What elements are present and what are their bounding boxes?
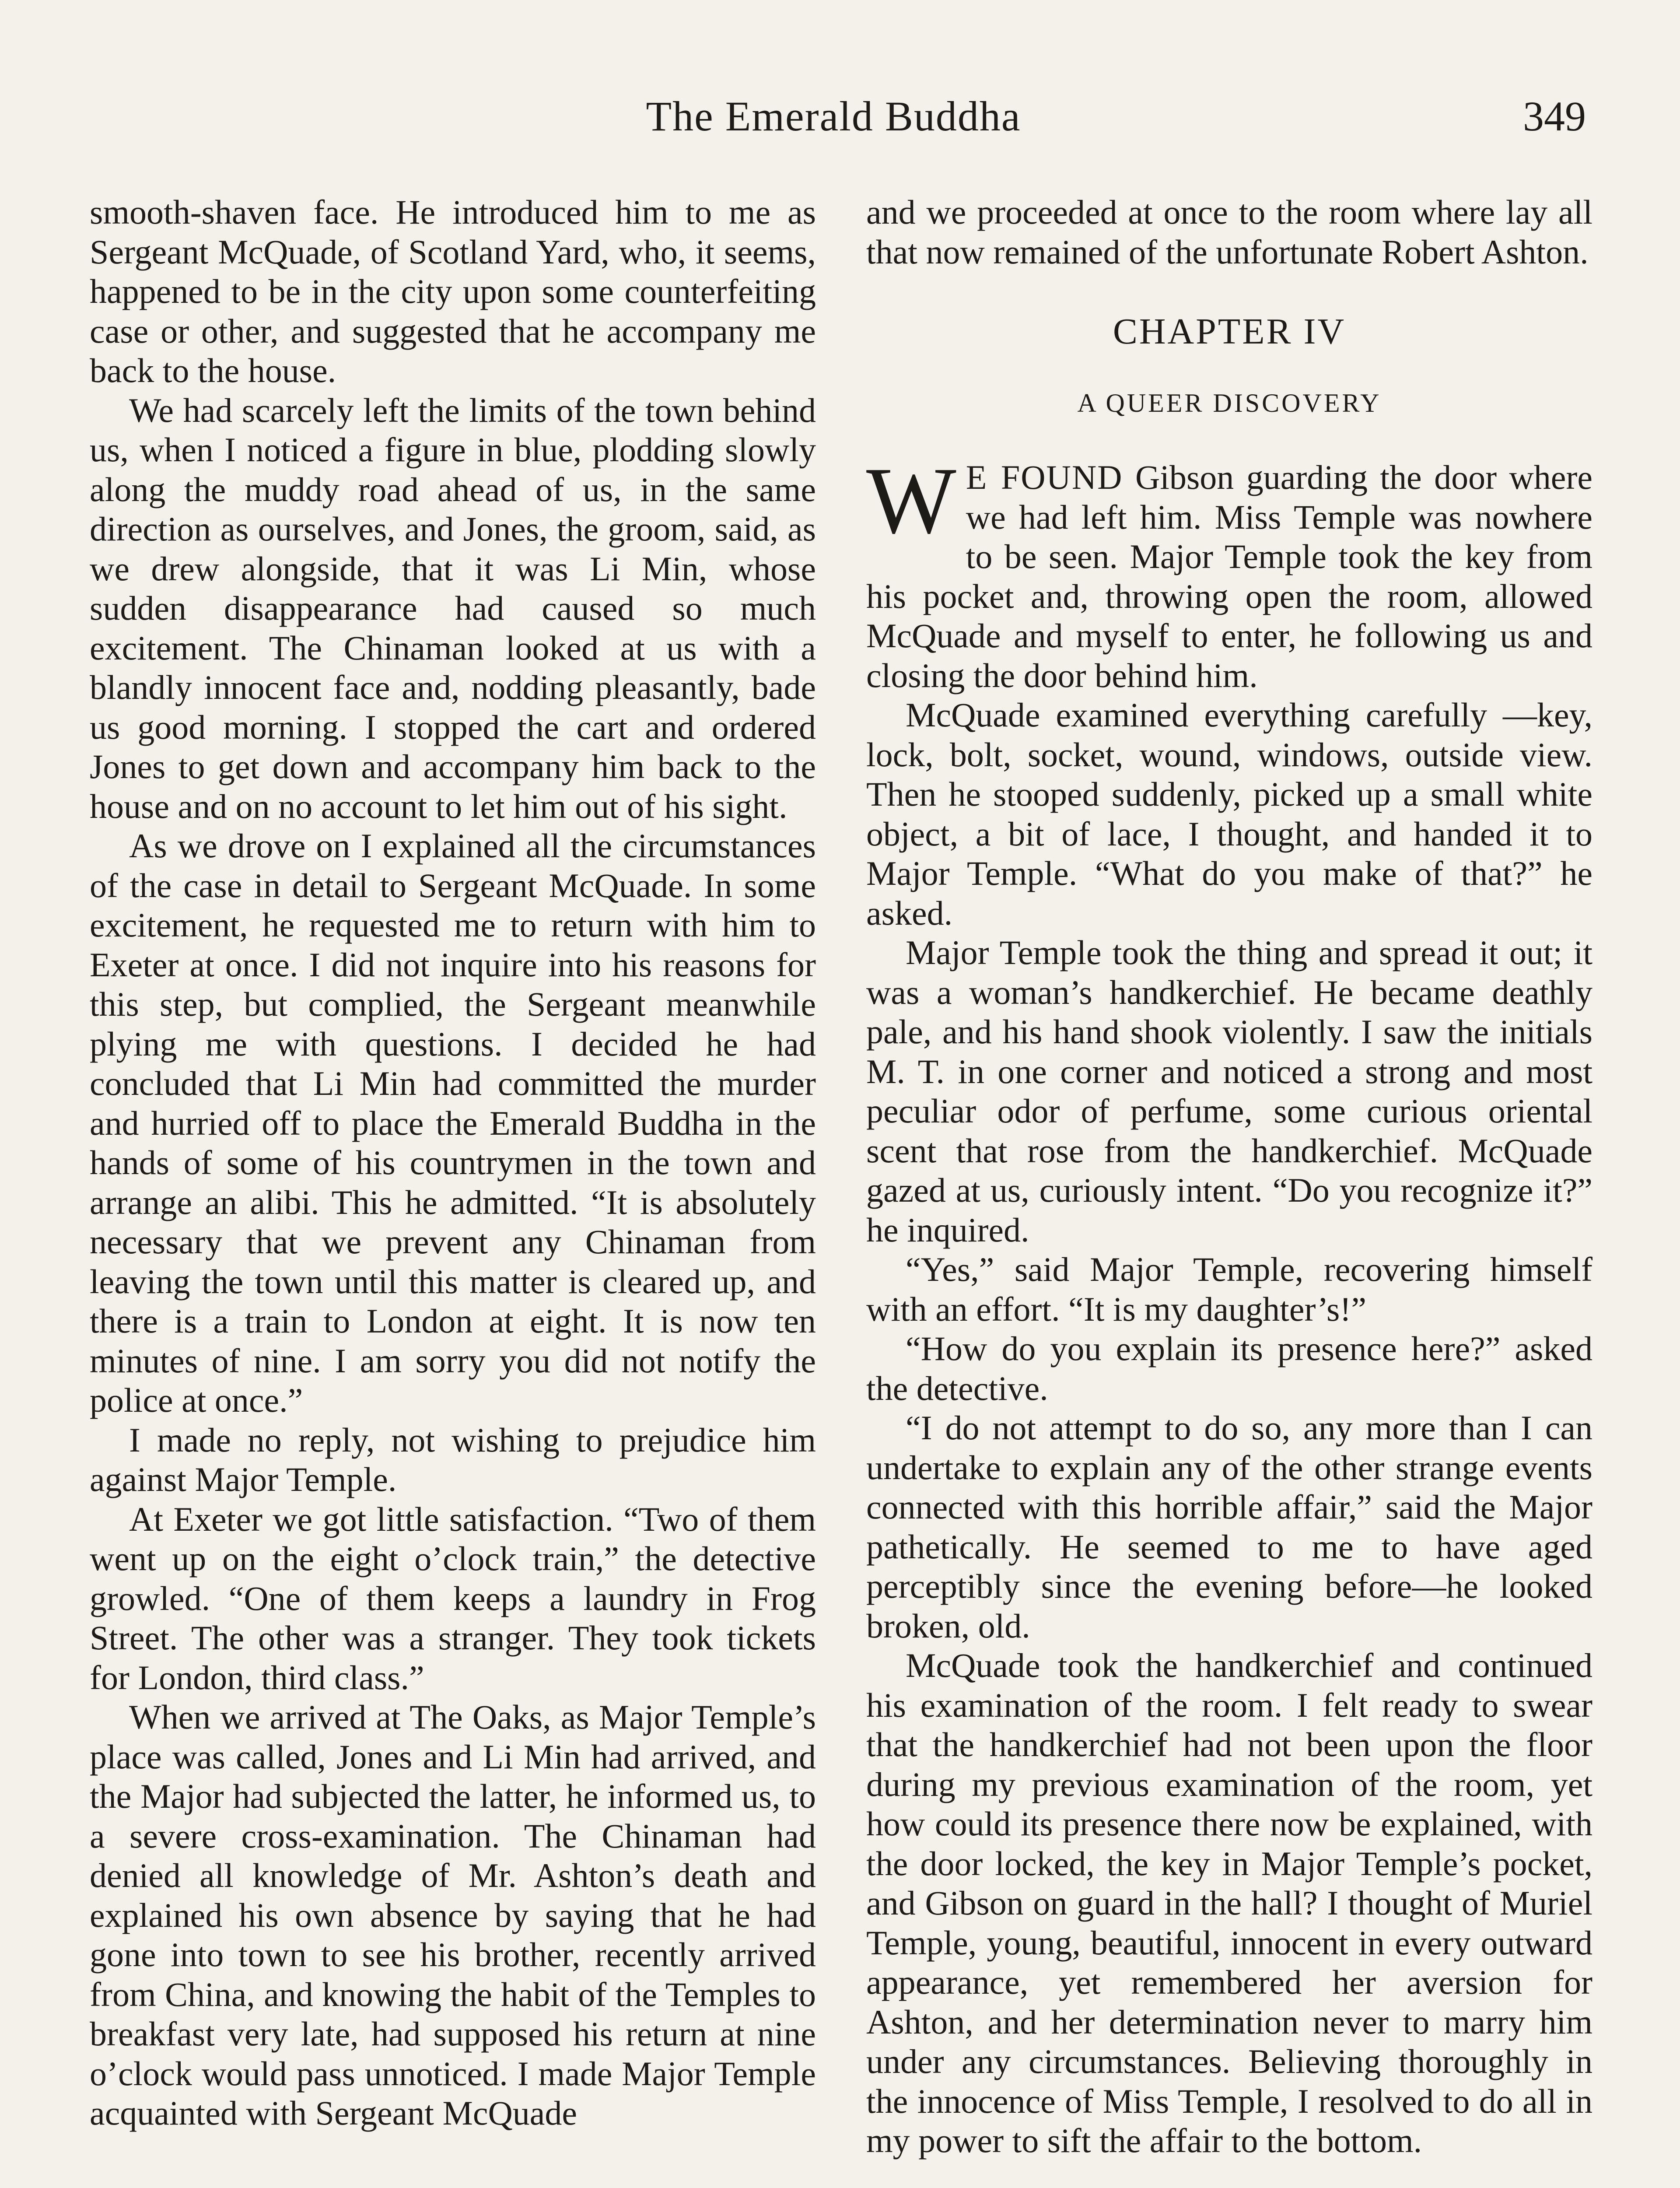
right-column: [866, 193, 1592, 2161]
paragraph-text: Gibson guarding the door where we had left him. Miss Temple was nowhere to be seen. Major Temple took the key from his pocket and, throwing open the room, allowed McQuade and myself to enter, he following us and closing the door behind him.: [866, 458, 1593, 694]
paragraph: As we drove on I explained all the circumstances of the case in detail to Sergeant McQuade. In some excitement, he requested me to return with him to Exeter at once. I did not inquire into his reasons for this step, but complied, the Sergeant meanwhile plying me with questions. I decided he had concluded that Li Min had committed the murder and hurried off to place the Emerald Buddha in the hands of some of his countrymen in the town and arrange an alibi. This he admitted. “It is absolutely necessary that we prevent any Chinaman from leaving the town until this matter is cleared up, and there is a train to London at eight. It is now ten minutes of nine. I am sorry you did not notify the police at once.”: [90, 827, 816, 1419]
opening-words: E FOUND: [966, 458, 1123, 496]
paragraph: McQuade examined everything carefully —key, lock, bolt, socket, wound, windows, outside view. Then he stooped suddenly, picked up a small white object, a bit of lace, I thought, and handed it to Major Temple. “What do you make of that?” he asked.: [866, 696, 1592, 932]
page-number: 349: [1523, 93, 1586, 140]
paragraph: “How do you explain its presence here?” asked the detective.: [866, 1329, 1592, 1407]
paragraph: At Exeter we got little satisfaction. “Two of them went up on the eight o’clock train,” the detective growled. “One of them keeps a laundry in Frog Street. The other was a stranger. They took tickets for London, third class.”: [90, 1500, 816, 1697]
drop-cap: W: [866, 448, 956, 554]
paragraph: Major Temple took the thing and spread it out; it was a woman’s handkerchief. He became deathly pale, and his hand shook violently. I saw the initials M. T. in one corner and noticed a strong and most peculiar odor of perfume, some curious oriental scent that rose from the handkerchief. McQuade gazed at us, curiously intent. “Do you recognize it?” he inquired.: [866, 933, 1592, 1249]
paragraph: and we proceeded at once to the room where lay all that now remained of the unfortunate Robert Ashton.: [866, 193, 1592, 271]
paragraph: When we arrived at The Oaks, as Major Temple’s place was called, Jones and Li Min had arrived, and the Major had subjected the latter, he informed us, to a severe cross-examination. The Chinaman had denied all knowledge of Mr. Ashton’s death and explained his own absence by saying that he had gone into town to see his brother, recently arrived from China, and knowing the habit of the Temples to breakfast very late, had supposed his return at nine o’clock would pass unnoticed. I made Major Temple acquainted with Sergeant McQuade: [90, 1698, 816, 2132]
paragraph: “I do not attempt to do so, any more than I can undertake to explain any of the other strange events connected with this horrible affair,” said the Major pathetically. He seemed to me to have aged perceptibly since the evening before—he looked broken, old.: [866, 1409, 1592, 1645]
left-column: [90, 193, 816, 2133]
chapter-opening-paragraph: [866, 448, 1593, 695]
chapter-title: CHAPTER IV: [1113, 311, 1346, 352]
paragraph: I made no reply, not wishing to prejudice him against Major Temple.: [90, 1420, 816, 1498]
running-head-title: The Emerald Buddha: [646, 93, 1021, 140]
paragraph: “Yes,” said Major Temple, recovering himself with an effort. “It is my daughter’s!”: [866, 1250, 1592, 1328]
paragraph: We had scarcely left the limits of the town behind us, when I noticed a figure in blue, plodding slowly along the muddy road ahead of us, in the same direction as ourselves, and Jones, the groom, said, as we drew alongside, that it was Li Min, whose sudden disappearance had caused so much excitement. The Chinaman looked at us with a blandly innocent face and, nodding pleasantly, bade us good morning. I stopped the cart and ordered Jones to get down and accompany him back to the house and on no account to let him out of his sight.: [90, 391, 816, 825]
paragraph: McQuade took the handkerchief and continued his examination of the room. I felt ready to swear that the handkerchief had not been upon the floor during my previous examination of the room, yet how could its presence there now be explained, with the door locked, the key in Major Temple’s pocket, and Gibson on guard in the hall? I thought of Muriel Temple, young, beautiful, innocent in every outward appearance, yet remembered her aversion for Ashton, and her determination never to marry him under any circumstances. Believing thoroughly in the innocence of Miss Temple, I resolved to do all in my power to sift the affair to the bottom.: [866, 1646, 1592, 2160]
paragraph: smooth-shaven face. He introduced him to me as Sergeant McQuade, of Scotland Yard, who, it seems, happened to be in the city upon some counterfeiting case or other, and suggested that he accompany me back to the house.: [90, 193, 816, 389]
chapter-subtitle: A QUEER DISCOVERY: [1077, 388, 1382, 417]
